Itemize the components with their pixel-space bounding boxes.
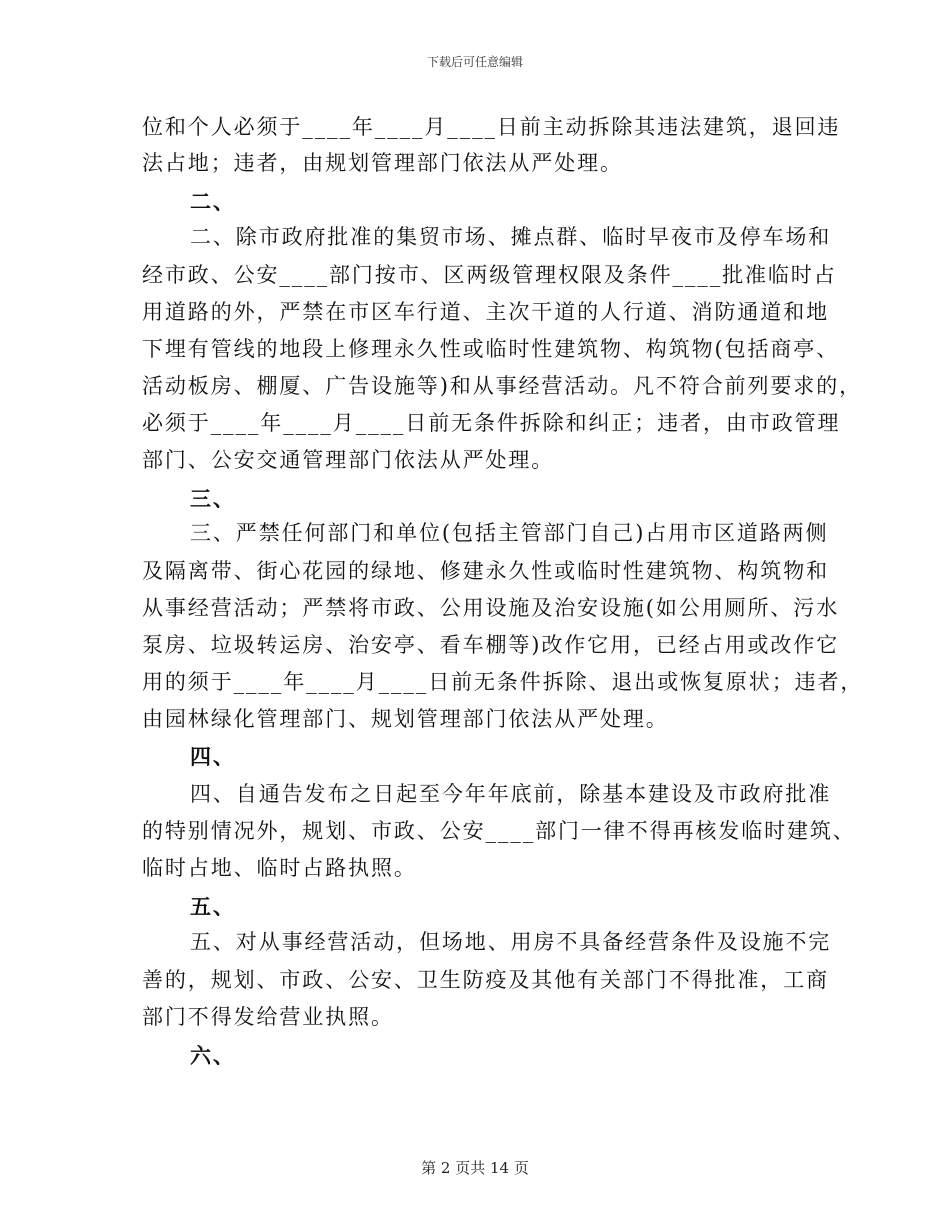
paragraph-line: 泵房、垃圾转运房、治安亭、看车棚等)改作它用，已经占用或改作它 [142, 633, 840, 657]
paragraph-line: 下埋有管线的地段上修理永久性或临时性建筑物、构筑物(包括商亭、 [142, 337, 840, 361]
page-header: 下载后可任意编辑 [426, 55, 523, 69]
paragraph-line: 临时占地、临时占路执照。 [142, 856, 417, 880]
paragraph-line: 法占地；违者，由规划管理部门依法从严处理。 [142, 151, 623, 175]
paragraph-line: 五、对从事经营活动，但场地、用房不具备经营条件及设施不完 [190, 930, 832, 954]
paragraph-line: 从事经营活动；严禁将市政、公用设施及治安设施(如公用厕所、污水 [142, 596, 840, 620]
section-heading: 四、 [190, 744, 236, 769]
paragraph-line: 部门、公安交通管理部门依法从严处理。 [142, 448, 555, 472]
paragraph-line: 用道路的外，严禁在市区车行道、主次干道的人行道、消防通道和地 [142, 300, 829, 324]
section-heading: 二、 [190, 189, 236, 214]
paragraph-line: 用的须于____年____月____日前无条件拆除、退出或恢复原状；违者， [142, 670, 864, 694]
paragraph-line: 位和个人必须于____年____月____日前主动拆除其违法建筑，退回违 [142, 115, 841, 139]
paragraph-line: 部门不得发给营业执照。 [142, 1005, 394, 1029]
paragraph-line: 的特别情况外，规划、市政、公安____部门一律不得再核发临时建筑、 [142, 819, 856, 843]
section-heading: 五、 [190, 894, 236, 919]
section-heading: 六、 [190, 1043, 236, 1068]
paragraph-line: 必须于____年____月____日前无条件拆除和纠正；违者，由市政管理 [142, 411, 841, 435]
paragraph-line: 活动板房、棚厦、广告设施等)和从事经营活动。凡不符合前列要求的， [142, 374, 862, 398]
section-heading: 三、 [190, 486, 236, 511]
paragraph-line: 经市政、公安____部门按市、区两级管理权限及条件____批准临时占 [142, 263, 837, 287]
paragraph-line: 及隔离带、街心花园的绿地、修建永久性或临时性建筑物、构筑物和 [142, 559, 829, 583]
paragraph-line: 由园林绿化管理部门、规划管理部门依法从严处理。 [142, 707, 669, 731]
paragraph-line: 二、除市政府批准的集贸市场、摊点群、临时早夜市及停车场和 [190, 225, 832, 249]
paragraph-line: 善的，规划、市政、公安、卫生防疫及其他有关部门不得批准，工商 [142, 968, 829, 992]
page-footer: 第 2 页共 14 页 [421, 1159, 529, 1177]
paragraph-line: 三、严禁任何部门和单位(包括主管部门自己)占用市区道路两侧 [190, 521, 829, 545]
paragraph-line: 四、自通告发布之日起至今年年底前，除基本建设及市政府批准 [190, 782, 832, 806]
